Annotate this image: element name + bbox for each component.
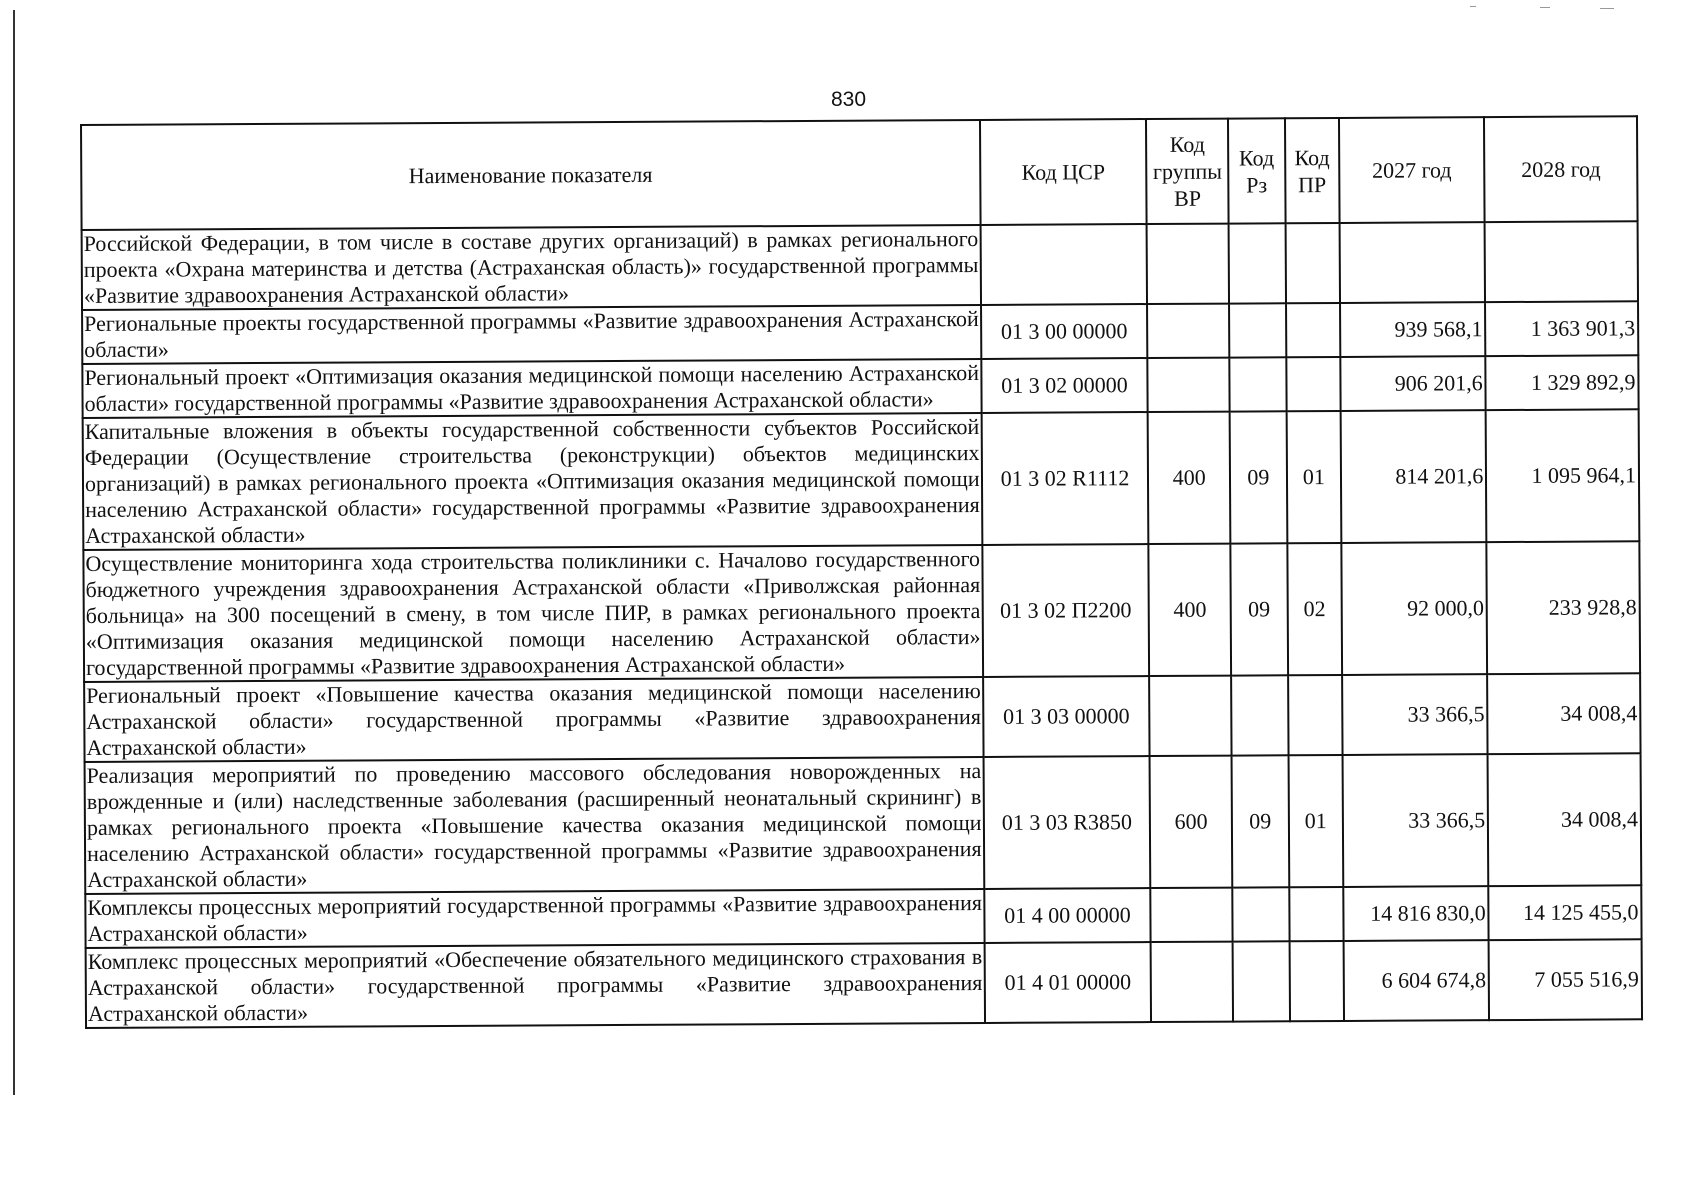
row-csr: 01 3 02 R1112 xyxy=(981,412,1149,545)
row-vr xyxy=(1148,358,1230,412)
row-pr: 01 xyxy=(1286,411,1341,543)
scan-left-edge xyxy=(13,10,15,1095)
row-csr: 01 3 02 00000 xyxy=(981,358,1148,413)
row-vr: 600 xyxy=(1150,756,1232,888)
row-vr xyxy=(1151,942,1233,1022)
header-vr: Код группы ВР xyxy=(1146,119,1228,224)
row-2027: 14 816 830,0 xyxy=(1343,886,1489,941)
row-pr xyxy=(1289,887,1343,941)
table-row xyxy=(82,301,1638,364)
table-row xyxy=(85,753,1642,894)
row-csr: 01 3 03 R3850 xyxy=(983,756,1151,889)
row-rz: 09 xyxy=(1231,755,1289,887)
row-2027: 33 366,5 xyxy=(1342,674,1488,755)
scan-speck xyxy=(1540,7,1550,8)
table-row xyxy=(82,221,1638,310)
header-rz: Код Рз xyxy=(1228,118,1286,223)
row-name: Капитальные вложения в объекты государственной собственности субъектов Российской Федерации (Осуществление строительства (реконструкции) объектов медицинских организаций) в рамках регионального проекта «Оптимизация оказания медицинской помощи населению Астраханской области» государственной программы «Развитие здравоохранения Астраханской области» xyxy=(83,413,982,550)
row-pr xyxy=(1288,675,1342,755)
row-pr: 02 xyxy=(1287,543,1342,675)
row-rz xyxy=(1231,675,1288,755)
header-row xyxy=(81,116,1638,230)
row-2028: 1 363 901,3 xyxy=(1485,301,1638,356)
row-pr xyxy=(1286,357,1340,411)
row-csr xyxy=(980,224,1147,305)
row-rz: 09 xyxy=(1229,411,1287,543)
scan-speck xyxy=(1600,8,1614,9)
row-csr: 01 3 02 П2200 xyxy=(982,544,1150,677)
table-row xyxy=(83,409,1640,550)
row-vr xyxy=(1150,676,1232,756)
row-rz xyxy=(1232,941,1289,1021)
row-rz xyxy=(1229,357,1286,411)
row-rz: 09 xyxy=(1230,543,1288,675)
header-pr: Код ПР xyxy=(1285,118,1340,223)
row-vr xyxy=(1147,304,1229,358)
row-2027: 814 201,6 xyxy=(1340,410,1486,543)
row-rz xyxy=(1232,887,1289,941)
row-2027: 92 000,0 xyxy=(1341,542,1487,675)
table-row xyxy=(83,541,1640,682)
row-2028 xyxy=(1485,221,1638,302)
row-pr xyxy=(1289,941,1343,1021)
row-csr: 01 4 00 00000 xyxy=(984,888,1151,943)
row-name: Региональный проект «Оптимизация оказания медицинской помощи населению Астраханской области» государственной программы «Развитие здравоохранения Астраханской области» xyxy=(82,359,981,418)
row-2027 xyxy=(1339,222,1485,303)
row-pr xyxy=(1286,303,1340,357)
table-row xyxy=(85,885,1641,948)
row-name: Региональный проект «Повышение качества оказания медицинской помощи населению Астраханской области» государственной программы «Развитие здравоохранения Астраханской области» xyxy=(84,677,983,762)
row-2028: 34 008,4 xyxy=(1488,753,1641,886)
header-name: Наименование показателя xyxy=(81,120,980,230)
row-2028: 7 055 516,9 xyxy=(1489,939,1642,1020)
row-csr: 01 3 03 00000 xyxy=(983,676,1150,757)
row-2028: 1 329 892,9 xyxy=(1486,355,1639,410)
row-name: Комплекс процессных мероприятий «Обеспечение обязательного медицинского страхования в Астраханской области» государственной программы «Развитие здравоохранения Астраханской области» xyxy=(86,943,985,1028)
table-row xyxy=(86,939,1642,1028)
row-rz xyxy=(1229,303,1286,357)
table-row xyxy=(82,355,1638,418)
budget-table xyxy=(80,115,1643,1029)
row-name: Реализация мероприятий по проведению массового обследования новорожденных на врожденные и (или) наследственные заболевания (расширенный неонатальный скрининг) в рамках регионального проекта «Повышение качества оказания медицинской помощи населению Астраханской области» государственной программы «Развитие здравоохранения Астраханской области» xyxy=(85,757,984,894)
row-2027: 33 366,5 xyxy=(1342,754,1488,887)
scan-speck xyxy=(1470,6,1476,7)
row-vr: 400 xyxy=(1148,412,1230,544)
row-vr xyxy=(1147,224,1229,304)
row-name: Российской Федерации, в том числе в составе других организаций) в рамках регионального проекта «Охрана материнства и детства (Астраханская область)» государственной программы «Развитие здравоохранения Астраханской области» xyxy=(82,225,981,310)
row-csr: 01 4 01 00000 xyxy=(984,942,1151,1023)
header-csr: Код ЦСР xyxy=(980,119,1147,225)
row-name: Комплексы процессных мероприятий государственной программы «Развитие здравоохранения Астраханской области» xyxy=(85,889,984,948)
header-2028: 2028 год xyxy=(1484,116,1637,222)
row-vr xyxy=(1151,888,1233,942)
row-vr: 400 xyxy=(1149,544,1231,676)
row-2027: 906 201,6 xyxy=(1340,356,1486,411)
row-2028: 1 095 964,1 xyxy=(1486,409,1639,542)
row-name: Региональные проекты государственной программы «Развитие здравоохранения Астраханской области» xyxy=(82,305,981,364)
row-2028: 34 008,4 xyxy=(1487,673,1640,754)
row-name: Осуществление мониторинга хода строительства поликлиники с. Началово государственного бюджетного учреждения здравоохранения Астраханской области «Приволжская районная больница» на 300 посещений в смену, в том числе ПИР, в рамках регионального проекта «Оптимизация оказания медицинской помощи населению Астраханской области» государственной программы «Развитие здравоохранения Астраханской области» xyxy=(83,545,982,682)
row-rz xyxy=(1228,223,1285,303)
row-2027: 939 568,1 xyxy=(1340,302,1486,357)
row-pr xyxy=(1285,223,1339,303)
row-pr: 01 xyxy=(1288,755,1343,887)
row-csr: 01 3 00 00000 xyxy=(981,304,1148,359)
header-2027: 2027 год xyxy=(1339,117,1485,223)
row-2028: 233 928,8 xyxy=(1487,541,1640,674)
row-2027: 6 604 674,8 xyxy=(1343,940,1489,1021)
row-2028: 14 125 455,0 xyxy=(1489,885,1642,940)
page-number: 830 xyxy=(830,88,867,111)
table-row xyxy=(84,673,1640,762)
